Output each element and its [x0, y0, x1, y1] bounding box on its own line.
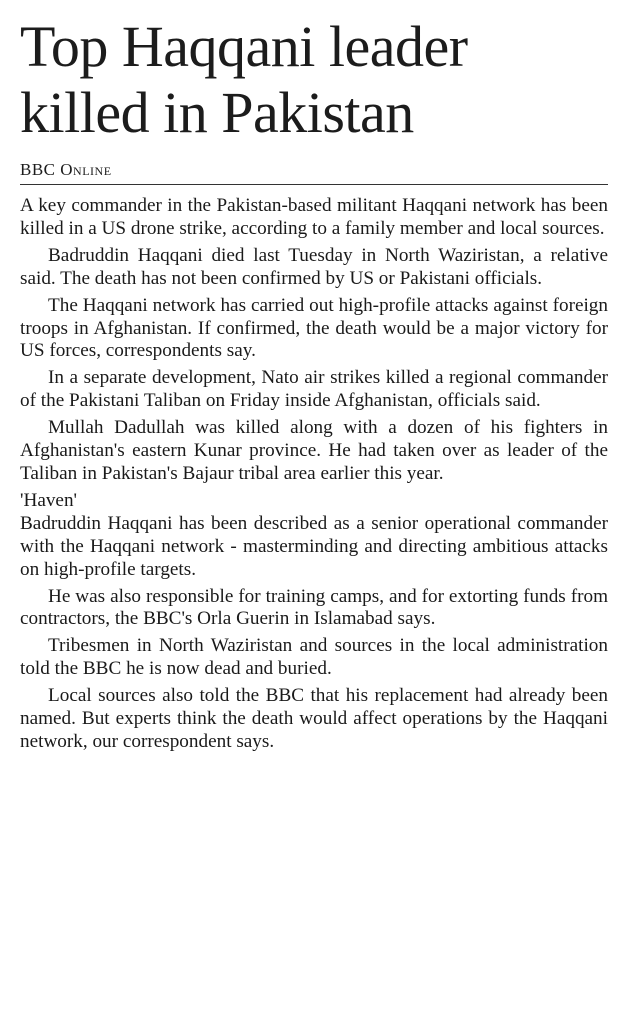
source-byline: BBC Online [20, 160, 112, 179]
subheading: 'Haven' [20, 489, 77, 511]
paragraph: In a separate development, Nato air strikes killed a regional commander of the Pakistani Taliban on Friday inside Afghanistan, officials said. [20, 367, 608, 412]
paragraph: Badruddin Haqqani has been described as a senior operational commander with the Haqqani network - masterminding and directing ambitious attacks on high-profile targets. [20, 512, 608, 580]
paragraph: Tribesmen in North Waziristan and sources in the local administration told the BBC he is now dead and buried. [20, 635, 608, 680]
paragraph: Local sources also told the BBC that his replacement had already been named. But experts think the death would affect operations by the Haqqani network, our correspondent says. [20, 685, 608, 752]
paragraph: Badruddin Haqqani died last Tuesday in North Waziristan, a relative said. The death has not been confirmed by US or Pakistani officials. [20, 244, 608, 289]
paragraph: The Haqqani network has carried out high-profile attacks against foreign troops in Afghanistan. If confirmed, the death would be a major victory for US forces, correspondents say. [20, 294, 608, 362]
paragraph: Mullah Dadullah was killed along with a dozen of his fighters in Afghanistan's eastern Kunar province. He had taken over as leader of the Taliban in Pakistan's Bajaur tribal area earlier this year. [20, 417, 608, 484]
byline-divider [20, 184, 608, 185]
paragraph: He was also responsible for training camps, and for extorting funds from contractors, the BBC's Orla Guerin in Islamabad says. [20, 585, 608, 630]
headline: Top Haqqani leader killed in Pakistan [20, 14, 468, 145]
paragraph: A key commander in the Pakistan-based militant Haqqani network has been killed in a US drone strike, according to a family member and local sources. [20, 195, 608, 239]
news-article [20, 0, 608, 754]
article-body [20, 195, 608, 754]
